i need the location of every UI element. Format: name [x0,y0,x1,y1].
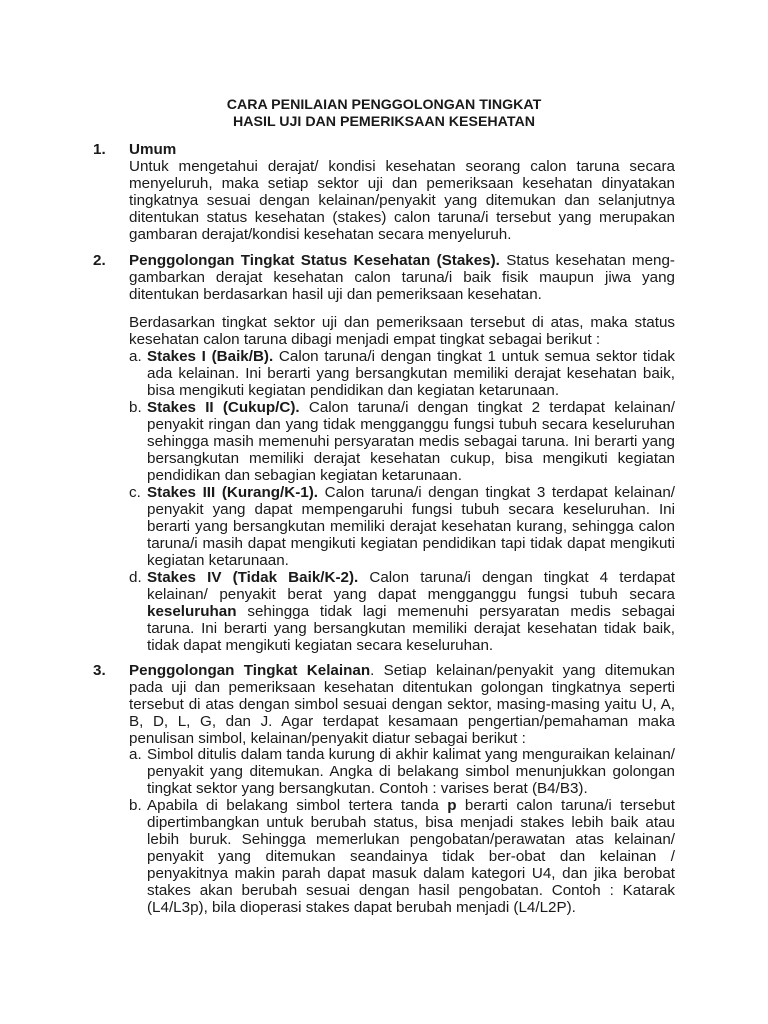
item-line: lebih buruk. Sehingga memerlukan pengobatan/perawatan atas kelainan/ [147,831,675,848]
item-line: penyakit yang ditemukan. Angka di belakang simbol menunjukkan golongan [147,763,675,780]
section-1-number: 1. [93,141,106,158]
section-1-line: Untuk mengetahui derajat/ kondisi kesehatan seorang calon taruna secara [129,158,675,175]
item-label: c. [129,484,141,501]
item-line-rest: Calon taruna/i dengan tingkat 2 terdapat kelainan/ [299,399,676,416]
item-label: b. [129,797,142,814]
section-3-line: tersebut di atas dengan simbol sesuai dengan sektor, masing-masing yaitu U, A, [129,696,675,713]
section-1-line: tingkatnya sesuai dengan kelainan/penyakit yang ditemukan dan selanjutnya [129,192,675,209]
item-body [147,399,675,484]
section-3-heading-line [129,662,675,679]
section-3-body [129,662,675,747]
item-line-post: berarti calon taruna/i tersebut [456,797,675,814]
item-body [147,797,675,916]
section-1-line: gambaran derajat/kondisi kesehatan secara menyeluruh. [129,226,512,243]
item-line [147,797,675,814]
section-2-intro [129,314,675,348]
item-line [147,484,675,501]
section-2-heading-line [129,252,675,269]
section-2-heading: Penggolongan Tingkat Status Kesehatan (Stakes). [129,252,500,269]
item-line: berarti yang bersangkutan memiliki derajat kesehatan kurang, sehingga calon [147,518,675,535]
item-line [147,399,675,416]
item-line: bisa mengikuti kegiatan pendidikan dan kegiatan ketarunaan. [147,382,560,399]
item-body [147,569,675,654]
item-line: tingkat sektor yang bersangkutan. Contoh : varises berat (B4/B3). [147,780,588,797]
item-line [147,603,675,620]
item-line: sehingga masih memenuhi persyaratan medis sebagai taruna. Ini berarti yang [147,433,675,450]
item-body [147,348,675,399]
section-1-line: ditentukan status kesehatan (stakes) calon taruna/i tersebut yang merupakan [129,209,675,226]
item-line-rest: Calon taruna/i dengan tingkat 1 untuk semua sektor tidak [273,348,675,365]
item-line: penyakitnya makin parah dapat masuk dalam kategori U4, dan jika berobat [147,865,675,882]
item-line: stakes akan berubah sesuai dengan hasil pengobatan. Contoh : Katarak [147,882,675,899]
item-line: kelainan/ penyakit berat yang dapat mengganggu fungsi tubuh secara [147,586,675,603]
section-3-heading-rest: . Setiap kelainan/penyakit yang ditemukan [370,662,675,679]
section-3-line: pada uji dan pemeriksaan kesehatan ditentukan golongan tingkatnya seperti [129,679,675,696]
item-body [147,484,675,569]
document-title-line-2: HASIL UJI DAN PEMERIKSAAN KESEHATAN [233,114,535,130]
item-line: tidak dapat mengikuti kegiatan secara keseluruhan. [147,637,494,654]
section-1-body [129,158,675,243]
item-line: (L4/L3p), bila dioperasi stakes dapat berubah menjadi (L4/L2P). [147,899,576,916]
item-title: Stakes I (Baik/B). [147,348,274,365]
item-line: dipertimbangkan untuk berubah status, bisa menjadi stakes lebih baik atau [147,814,675,831]
item-line: taruna. Ini berarti yang bersangkutan memiliki derajat kesehatan tidak baik, [147,620,675,637]
item-line: ada kelainan. Ini berarti yang bersangkutan memiliki derajat kesehatan baik, [147,365,675,382]
item-line: kegiatan ketarunaan. [147,552,289,569]
item-line: pendidikan dan sebagian kegiatan ketarunaan. [147,467,462,484]
item-line: penyakit ringan dan yang tidak mengganggu fungsi tubuh secara keseluruhan [147,416,675,433]
section-1-heading-text: Umum [129,141,177,158]
section-3-line: B, D, L, G, dan J. Agar terdapat kesamaan pengertian/pemahaman maka [129,713,675,730]
item-line-rest: Calon taruna/i dengan tingkat 4 terdapat [358,569,675,586]
item-body [147,746,675,797]
section-2-heading-rest: Status kesehatan meng- [499,252,675,269]
section-3-heading: Penggolongan Tingkat Kelainan [129,662,371,679]
item-emphasis: p [447,797,457,814]
item-line [147,569,675,586]
section-2-line: ditentukan berdasarkan hasil uji dan pemeriksaan kesehatan. [129,286,542,303]
item-line-pre: Apabila di belakang simbol tertera tanda [147,797,448,814]
item-line: penyakit yang ditemukan seandainya tidak ber-obat dan kelainan / [147,848,675,865]
item-title: Stakes IV (Tidak Baik/K-2). [147,569,359,586]
section-3-line: penulisan simbol, kelainan/penyakit diatur sebagai berikut : [129,730,526,747]
item-title: Stakes II (Cukup/C). [147,399,300,416]
item-emphasis: keseluruhan [147,603,237,620]
item-label: b. [129,399,142,416]
section-2-body [129,252,675,303]
item-label: a. [129,348,142,365]
item-title: Stakes III (Kurang/K-1). [147,484,319,501]
section-2-line: gambarkan derajat kesehatan calon taruna/i baik fisik maupun jiwa yang [129,269,675,286]
item-line: bersangkutan memiliki derajat kesehatan cukup, bisa mengikuti kegiatan [147,450,675,467]
section-1-line: menyeluruh, maka setiap sektor uji dan pemeriksaan kesehatan dinyatakan [129,175,675,192]
document-title-line-1: CARA PENILAIAN PENGGOLONGAN TINGKAT [226,97,542,113]
section-3-number: 3. [93,662,106,679]
item-label: d. [129,569,142,586]
section-2-intro-line: Berdasarkan tingkat sektor uji dan pemeriksaan tersebut di atas, maka status [129,314,675,331]
item-line: penyakit yang dapat mempengaruhi fungsi tubuh secara keseluruhan. Ini [147,501,675,518]
item-line: Simbol ditulis dalam tanda kurung di akhir kalimat yang menguraikan kelainan/ [147,746,675,763]
item-line-rest: sehingga tidak lagi memenuhi persyaratan medis sebagai [236,603,675,620]
item-line [147,348,675,365]
section-2-intro-line: kesehatan calon taruna dibagi menjadi empat tingkat sebagai berikut : [129,331,601,348]
item-line-rest: Calon taruna/i dengan tingkat 3 terdapat kelainan/ [318,484,675,501]
section-2-number: 2. [93,252,106,269]
section-1-heading [129,141,675,158]
item-label: a. [129,746,142,763]
item-line: taruna/i masih dapat mengikuti kegiatan pendidikan tapi tidak dapat mengikuti [147,535,675,552]
